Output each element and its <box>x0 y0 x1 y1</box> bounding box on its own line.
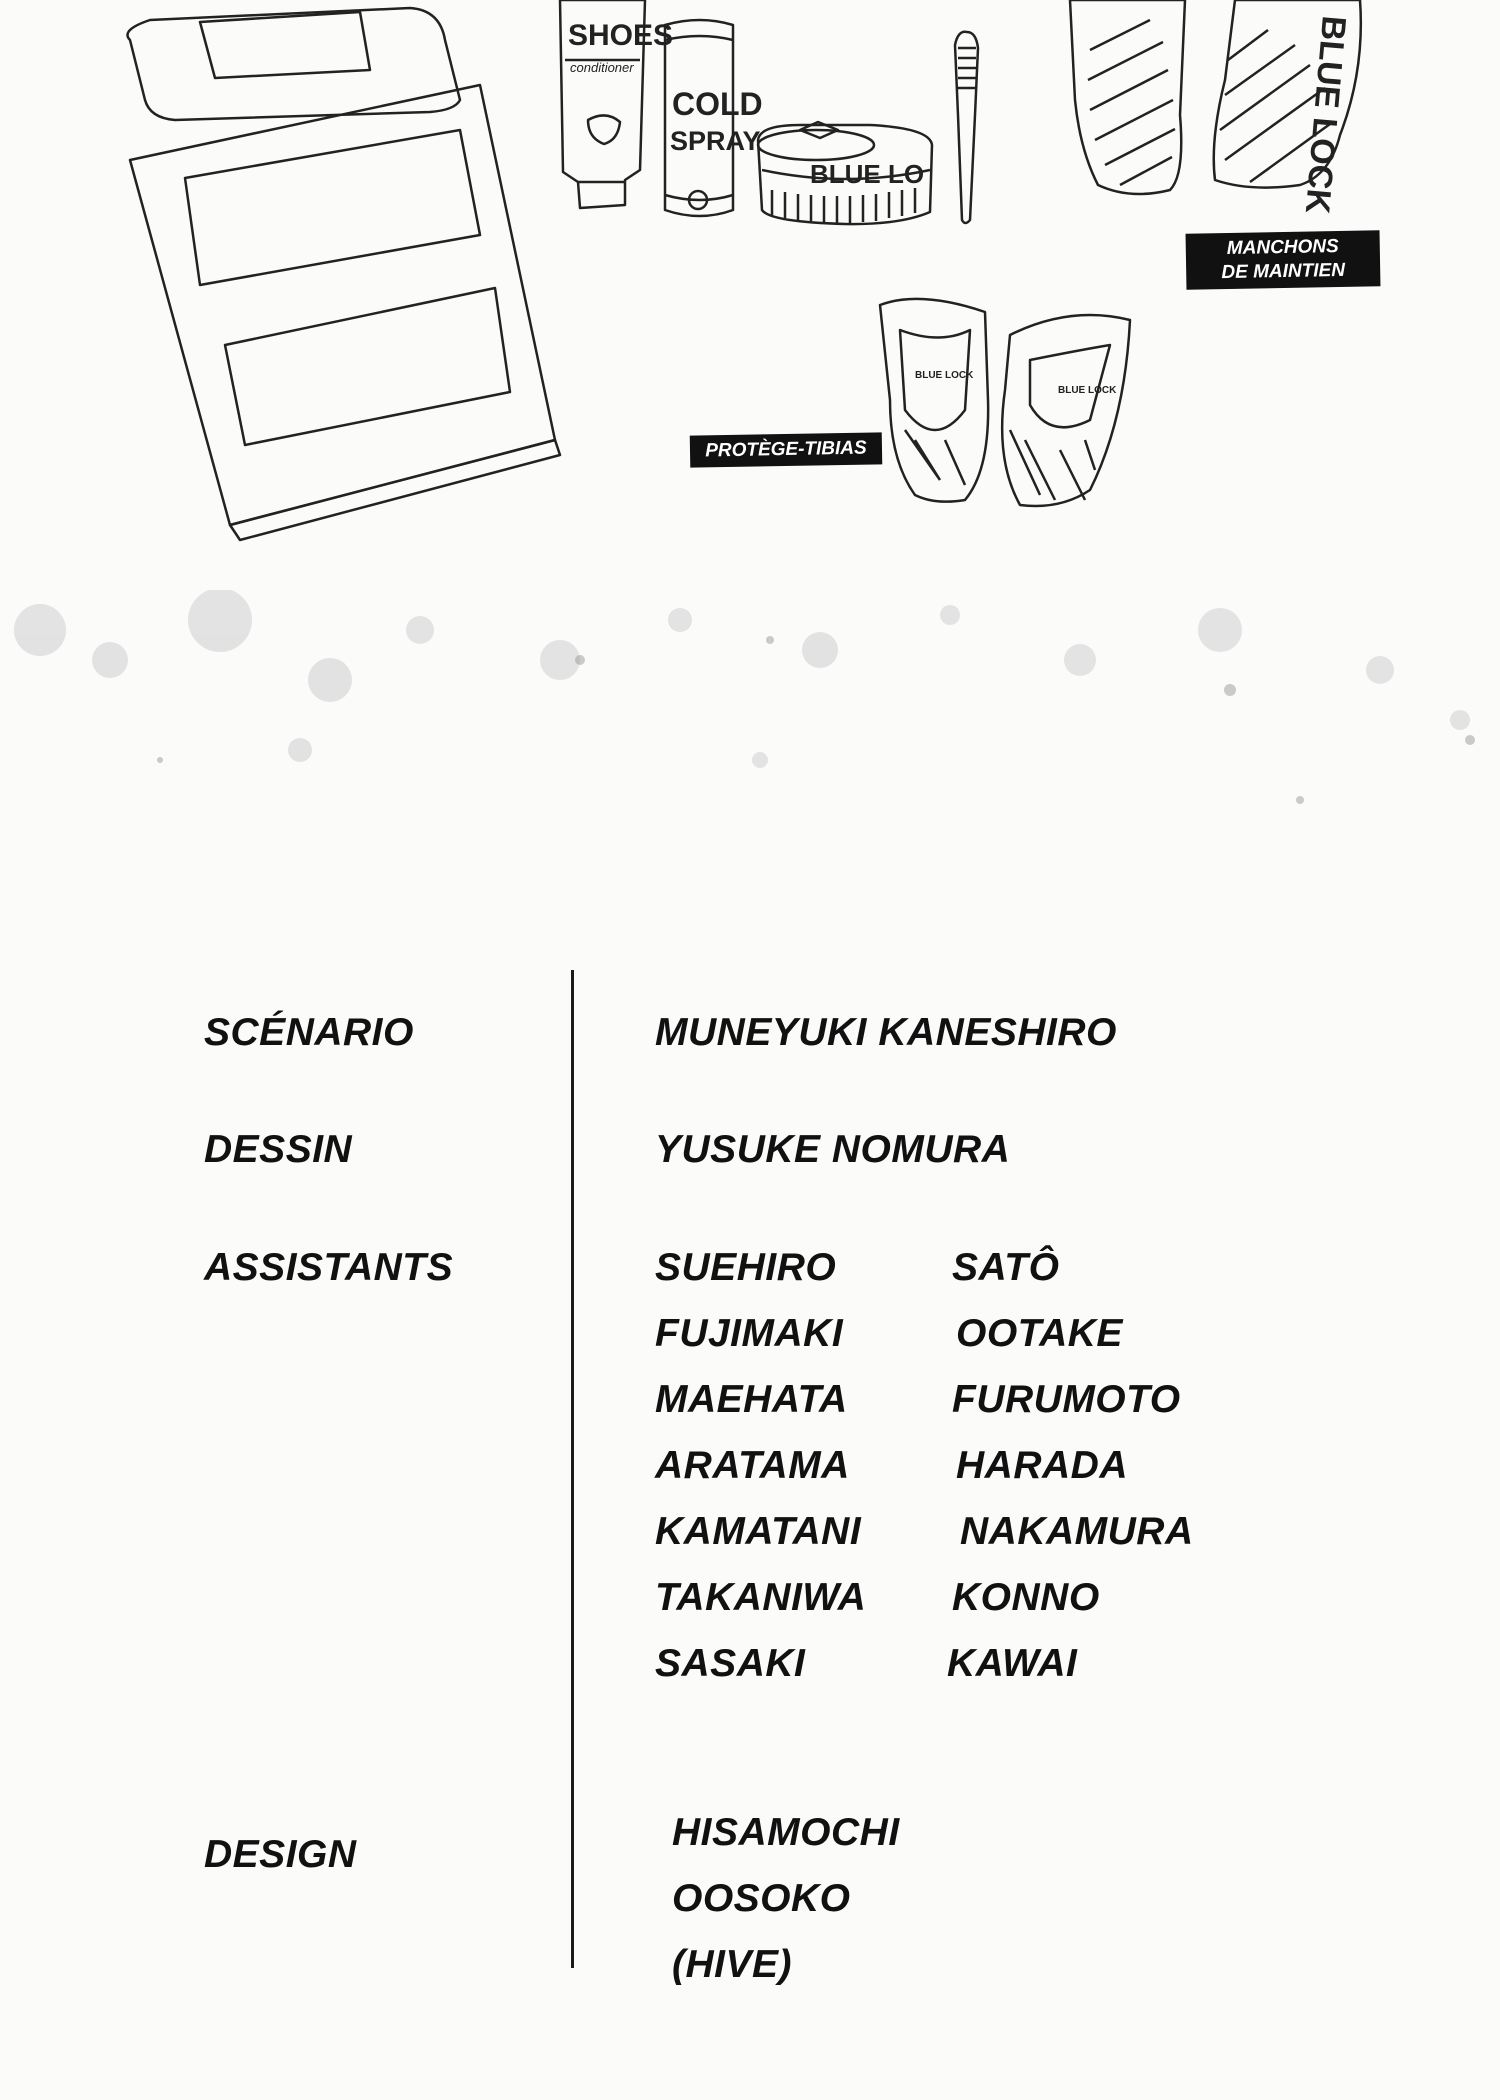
svg-text:COLD: COLD <box>672 86 763 122</box>
assistant-name: ARATAMA <box>655 1444 850 1487</box>
design-name: OOSOKO <box>672 1877 851 1920</box>
svg-text:BLUE LOCK: BLUE LOCK <box>1058 385 1117 396</box>
svg-text:BLUE LO: BLUE LO <box>810 159 925 189</box>
svg-text:conditioner: conditioner <box>570 60 634 75</box>
shin-guards-label: PROTÈGE-TIBIAS <box>690 432 883 467</box>
assistant-name: KONNO <box>952 1576 1100 1619</box>
assistant-name: SATÔ <box>952 1246 1060 1289</box>
design-label: DESIGN <box>204 1833 357 1876</box>
equipment-illustration <box>0 0 1500 600</box>
shin-guards-icon <box>880 299 1130 506</box>
assistant-name: FURUMOTO <box>952 1378 1181 1421</box>
scenario-name: MUNEYUKI KANESHIRO <box>655 1011 1117 1054</box>
credits-divider <box>571 970 574 1968</box>
design-name: HISAMOCHI <box>672 1811 900 1854</box>
assistant-name: HARADA <box>956 1444 1128 1487</box>
svg-text:BLUE LOCK: BLUE LOCK <box>915 370 974 381</box>
svg-text:SPRAY: SPRAY <box>670 126 761 156</box>
assistant-name: SASAKI <box>655 1642 806 1685</box>
scenario-label: SCÉNARIO <box>204 1011 414 1054</box>
assistant-name: FUJIMAKI <box>655 1312 844 1355</box>
assistants-label: ASSISTANTS <box>204 1246 454 1289</box>
assistant-name: OOTAKE <box>956 1312 1123 1355</box>
assistant-name: SUEHIRO <box>655 1246 837 1289</box>
design-name: (HIVE) <box>672 1943 792 1986</box>
sleeves-label: MANCHONS DE MAINTIEN <box>1186 230 1381 289</box>
assistant-name: KAMATANI <box>655 1510 862 1553</box>
dessin-name: YUSUKE NOMURA <box>655 1128 1011 1171</box>
dessin-label: DESSIN <box>204 1128 353 1171</box>
assistant-name: TAKANIWA <box>655 1576 867 1619</box>
svg-text:SHOES: SHOES <box>568 19 674 52</box>
bed-icon <box>128 8 561 540</box>
toothbrush-icon <box>955 32 978 223</box>
assistant-name: NAKAMURA <box>960 1510 1194 1553</box>
assistant-name: KAWAI <box>947 1642 1078 1685</box>
grunge-texture <box>0 590 1500 820</box>
svg-text:BLUE LOCK: BLUE LOCK <box>1297 14 1353 216</box>
assistant-name: MAEHATA <box>655 1378 848 1421</box>
